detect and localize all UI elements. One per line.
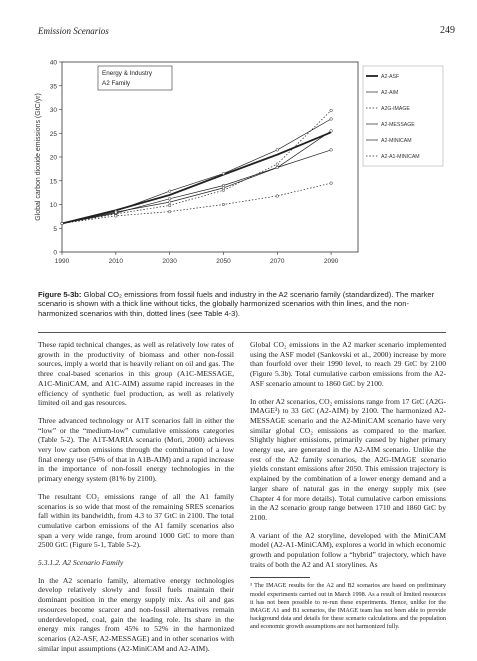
data-point bbox=[330, 149, 333, 152]
data-point bbox=[276, 166, 279, 169]
legend-entry: A2G-IMAGE bbox=[381, 106, 410, 112]
y-tick-label: 40 bbox=[49, 59, 57, 67]
paragraph: The resultant CO₂ emissions range of all the A1 family scenarios is so wide that most of the remaining SRES scenarios fall within its bandwidth, from 4.3 to 37 GtC in 2100. The total cumulative carbon emissions of the A1 family scenarios also span a very wide range, from around 1000 GtC to more than 2500 GtC (Figure 5-1, Table 5-2). bbox=[38, 491, 234, 550]
plot-frame bbox=[62, 62, 358, 252]
emissions-line-chart bbox=[28, 54, 448, 282]
y-axis-label: Global carbon dioxide emissions (GtC/yr) bbox=[35, 93, 42, 221]
series-line-a2-message bbox=[62, 150, 331, 224]
x-tick-label: 2050 bbox=[216, 258, 231, 265]
data-point bbox=[115, 211, 118, 214]
y-tick-label: 30 bbox=[49, 107, 57, 114]
data-point bbox=[330, 109, 333, 112]
series-line-a2-minicam bbox=[62, 131, 331, 224]
left-column bbox=[38, 340, 234, 661]
data-point bbox=[168, 190, 171, 193]
y-tick-label: 35 bbox=[49, 83, 57, 91]
data-point bbox=[330, 182, 333, 185]
series-line-a2-a1-minicam bbox=[62, 183, 331, 223]
data-point bbox=[222, 187, 225, 190]
data-point bbox=[330, 130, 333, 133]
paragraph: A variant of the A2 storyline, developed with the MiniCAM model (A2-A1-MiniCAM), explores a world in which economic growth and population follow a “hybrid” trajectory, which have traits of both the A2 and A1 storylines. As bbox=[250, 530, 446, 569]
data-point bbox=[276, 195, 279, 198]
chart-axes bbox=[50, 60, 358, 266]
figure-caption bbox=[38, 290, 438, 318]
paragraph: In the A2 scenario family, alternative energy technologies develop relatively slowly and fossil fuels maintain their dominant position in the energy supply mix. As oil and gas resources become scarcer and non-fossil alternatives remain underdeveloped, coal, gain the leading role. Its share in the energy mix ranges from 45% to 52% in the harmonized scenarios (A2-ASF, A2-MESSAGE) and in other scenarios with similar input assumptions (A2-MiniCAM and A2-AIM). bbox=[38, 575, 234, 653]
y-tick-label: 20 bbox=[49, 154, 57, 162]
chart-inset-label bbox=[98, 66, 172, 90]
data-point bbox=[168, 198, 171, 201]
y-tick-label: 15 bbox=[49, 178, 57, 186]
data-point bbox=[168, 210, 171, 213]
data-point bbox=[276, 163, 279, 166]
figure-caption-text: Global CO₂ emissions from fossil fuels and industry in the A2 scenario family (standardized). The marker scenario is shown with a thick line without ticks, the globally harmonized scenarios with thin lines, and the non-harmonized scenarios with thin, dotted lines (see Table 4-3). bbox=[38, 290, 435, 318]
data-point bbox=[276, 149, 279, 152]
legend-entry: A2-AIM bbox=[381, 90, 399, 96]
section-divider bbox=[38, 332, 446, 333]
data-point bbox=[115, 215, 118, 218]
y-tick-label: 10 bbox=[49, 202, 57, 209]
data-point bbox=[222, 203, 225, 206]
y-tick-label: 0 bbox=[53, 249, 57, 257]
data-point bbox=[168, 204, 171, 207]
data-point bbox=[61, 222, 64, 225]
chart-legend bbox=[363, 66, 443, 166]
x-tick-label: 2030 bbox=[162, 258, 177, 265]
series-line-a2g-image bbox=[62, 110, 331, 223]
page-number: 249 bbox=[440, 25, 455, 36]
y-tick-label: 25 bbox=[49, 130, 57, 138]
section-subheading: 5.3.1.2. A2 Scenario Family bbox=[38, 558, 124, 568]
figure-caption-label: Figure 5-3b: bbox=[38, 290, 82, 299]
footnote-divider bbox=[250, 577, 310, 578]
data-point bbox=[168, 201, 171, 204]
x-tick-label: 2090 bbox=[323, 258, 339, 265]
legend-entry: A2-A1-MINICAM bbox=[381, 154, 420, 160]
y-tick-label: 5 bbox=[53, 225, 57, 233]
inset-text: A2 Family bbox=[102, 80, 130, 87]
chart-series-group bbox=[61, 109, 333, 225]
data-point bbox=[330, 118, 333, 121]
paragraph: In other A2 scenarios, CO₂ emissions range from 17 GtC (A2G-IMAGE³) to 33 GtC (A2-AIM) by 2100. The harmonized A2-MESSAGE scenario and the A2-MiniCAM scenario have very similar global CO₂ emissions as compared to the marker. Slightly higher emissions, primarily caused by higher primary energy use, are generated in the A2-AIM scenario. Unlike the rest of the A2 family scenarios, the A2G-IMAGE scenario yields constant emissions after 2050. This emission trajectory is explained by the combination of a lower energy demand and a larger share of natural gas in the energy supply mix (see Chapter 4 for more details). Total cumulative carbon emissions in the A2 scenario group range between 1710 and 1860 GtC by 2100. bbox=[250, 396, 446, 522]
x-tick-label: 2010 bbox=[108, 258, 124, 265]
legend-box bbox=[363, 66, 443, 166]
footnote: ³ The IMAGE results for the A2 and B2 scenarios are based on preliminary model experiments carried out in March 1998. As a result of limited resources it has not been possible to re-run these experiments. Hence, unlike for the IMAGE A1 and B1 scenarios, the IMAGE team has not been able to provide background data and details for these scenario calculations and the population and economic growth assumptions are not harmonized fully. bbox=[250, 582, 446, 631]
legend-entry: A2-MINICAM bbox=[381, 138, 412, 144]
x-tick-label: 1990 bbox=[54, 258, 70, 265]
series-line-a2-asf bbox=[62, 132, 331, 223]
running-header-section: Emission Scenarios bbox=[38, 26, 109, 36]
x-tick-label: 2070 bbox=[270, 258, 285, 265]
legend-entry: A2-MESSAGE bbox=[381, 122, 415, 128]
inset-text: Energy & Industry bbox=[102, 70, 153, 77]
data-point bbox=[222, 172, 225, 175]
paragraph: These rapid technical changes, as well as relatively low rates of growth in the productivity of biomass and other non-fossil sources, imply a world that is heavily reliant on oil and gas. The three coal-based scenarios in this group (A1C-MESSAGE, A1C-MiniCAM, and A1C-AIM) assume rapid increases in the efficiency of synthetic fuel production, as well as relatively limited oil and gas resources. bbox=[38, 340, 234, 408]
paragraph: Three advanced technology or A1T scenarios fall in either the “low” or the “medium-low” cumulative emissions categories (Table 5-2). The A1T-MARIA scenario (Mori, 2000) achieves very low carbon emissions through the combination of a low final energy use (54% of that in A1B-AIM) and a rapid increase in the importance of non-fossil energy technologies in the primary energy system (81% by 2100). bbox=[38, 415, 234, 484]
legend-entry: A2-ASF bbox=[381, 74, 400, 80]
paragraph: Global CO₂ emissions in the A2 marker scenario implemented using the ASF model (Sankovski et al., 2000) increase by more than fourfold over their 1990 level, to reach 29 GtC by 2100 (Figure 5.3b). Total cumulative carbon emissions from the A2-ASF scenario amount to 1860 GtC by 2100. bbox=[250, 340, 446, 388]
right-column bbox=[250, 340, 446, 632]
